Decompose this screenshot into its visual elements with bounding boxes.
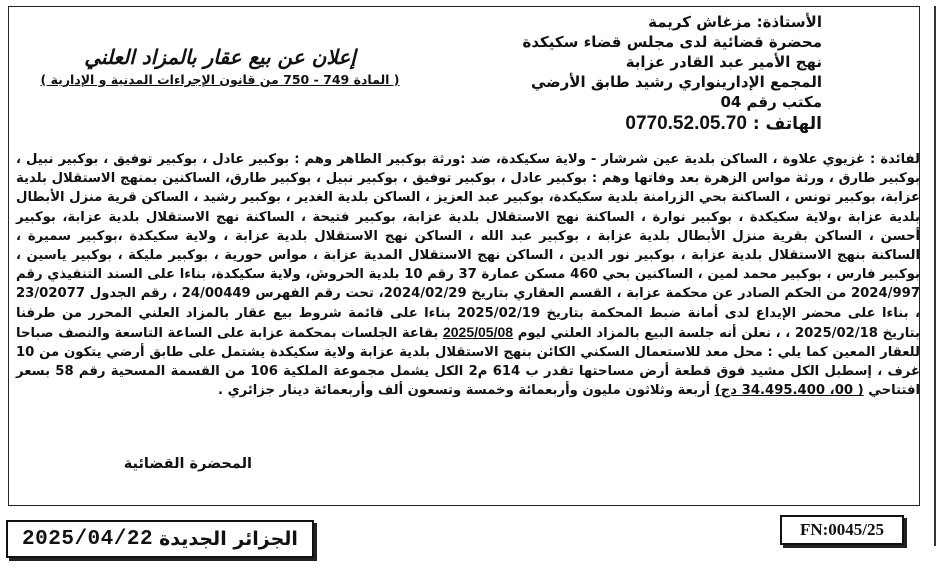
- property-description: بقاعة الجلسات بمحكمة عزابة على الساعة التاسعة والنصف صباحا للعقار المعين كما يلي : محل معد للاستعمال السكني الكائن بنهج الاستقلال بلدية عزابة ولاية سكيكدة يشتمل على طابق أرضي يتكون من 10 غرف ، إسطبل الكل مشيد فوق قطعة أرض مساحتها تقدر ب 614 م2 الكل يشمل مجموعة الملكية 106 من القسمة المسحية رقم 58 بسعر افتتاحي: [16, 325, 920, 399]
- phone-number: 0770.52.05.70: [625, 113, 747, 134]
- publication-date: 2025/04/22: [22, 527, 154, 551]
- newspaper-name: الجزائر الجديدة: [159, 528, 298, 550]
- bailiff-name: الأستاذة: مزغاش كريمة: [648, 13, 822, 31]
- bailiff-office-header: [402, 12, 822, 134]
- file-number-stamp: FN:0045/25: [780, 515, 904, 545]
- announcement-body: [16, 150, 920, 401]
- legal-reference: ( المادة 749 - 750 من قانون الإجراءات المدنية و الإدارية ): [40, 72, 400, 87]
- starting-price: ( 00، 34.495.400 دج): [714, 383, 864, 399]
- margin-rule: [934, 6, 936, 546]
- announcement-title: إعلان عن بيع عقار بالمزاد العلني: [84, 45, 356, 69]
- auction-date: 2025/05/08: [442, 323, 514, 340]
- office-number: مكتب رقم 04: [720, 93, 822, 111]
- office-street: نهج الأمير عبد القادر عزابة: [625, 53, 822, 71]
- office-building: المجمع الإدارينواري رشيد طابق الأرضي: [530, 73, 822, 91]
- announcement-title-block: [20, 44, 420, 90]
- price-in-words: أربعة وثلاثون مليون وأربعمائة وخمسة وتسعون ألف وأربعمائة دينار جزائري .: [217, 383, 711, 399]
- phone-label: الهاتف :: [752, 114, 822, 134]
- sale-notice-text-a: ، نعلن أنه جلسة البيع بالمزاد العلني ليوم: [513, 325, 781, 341]
- phone-line: [402, 114, 822, 134]
- bailiff-title: محضرة قضائية لدى مجلس قضاء سكيكدة: [522, 33, 822, 51]
- bailiff-signature: المحضرة القضائية: [123, 456, 252, 472]
- parties-and-references: لفائدة : غزيوي علاوة ، الساكن بلدية عين شرشار - ولاية سكيكدة، ضد :ورثة بوكبير الطاهر وهم : بوكبير عادل ، بوكبير توفيق ، بوكبير نبيل ، بوكبير طارق ، ورثة مواس الزهرة بعد وفاتها وهم : بوكبير عادل ، بوكبير توفيق ، بوكبير نبيل ، بوكبير طارق، الساكنين بمنهج الاستقلال بلدية عزابة، بوكبير تونس ، الساكنة بحي الزرامنة بلدية سكيكدة، بوكبير عبد العزيز ، الساكن بلدية الغدير ، بوكبير رشيد ، الساكن قرية منزل الأبطال بلدية عزابة ،ولاية سكيكدة ، بوكبير نوارة ، الساكنة نهج الاستقلال بلدية عزابة، بوكبير فتيحة ، الساكنة نهج الاستقلال بلدية عزابة، بوكبير أحسن ، الساكن بقرية منزل الأبطال بلدية عزابة ، بوكبير عبد الله ، الساكن نهج الاستقلال بلدية عزابة ، ولاية سكيكدة ،بوكبير سميرة ، الساكنة بنهج الاستقلال بلدية عزابة ، بوكبير نور الدين ، الساكن نهج الاستقلال المدية عزابة ، مواس حورية ، بوكبير مليكة ، بوكبير ياسين ، بوكبير فارس ، بوكبير محمد لمين ، الساكنين بحي 460 مسكن عمارة 37 رقم 10 بلدية الحروش، ولاية سكيكدة، بناءا على السند التنفيذي رقم 2024/997 من الحكم الصادر عن محكمة عزابة ، القسم العقاري بتاريخ 2024/02/29، تحت رقم الفهرس 24/00449 ، رقم الجدول 23/02077 ، بناءا على محضر الإيداع لدى أمانة ضبط المحكمة بتاريخ 2025/02/19 بناءا على قائمة شروط بيع عقار بالمزاد العلني المحرر من طرفنا بتاريخ 2025/02/18 ،: [16, 152, 921, 341]
- newspaper-stamp: [6, 520, 314, 558]
